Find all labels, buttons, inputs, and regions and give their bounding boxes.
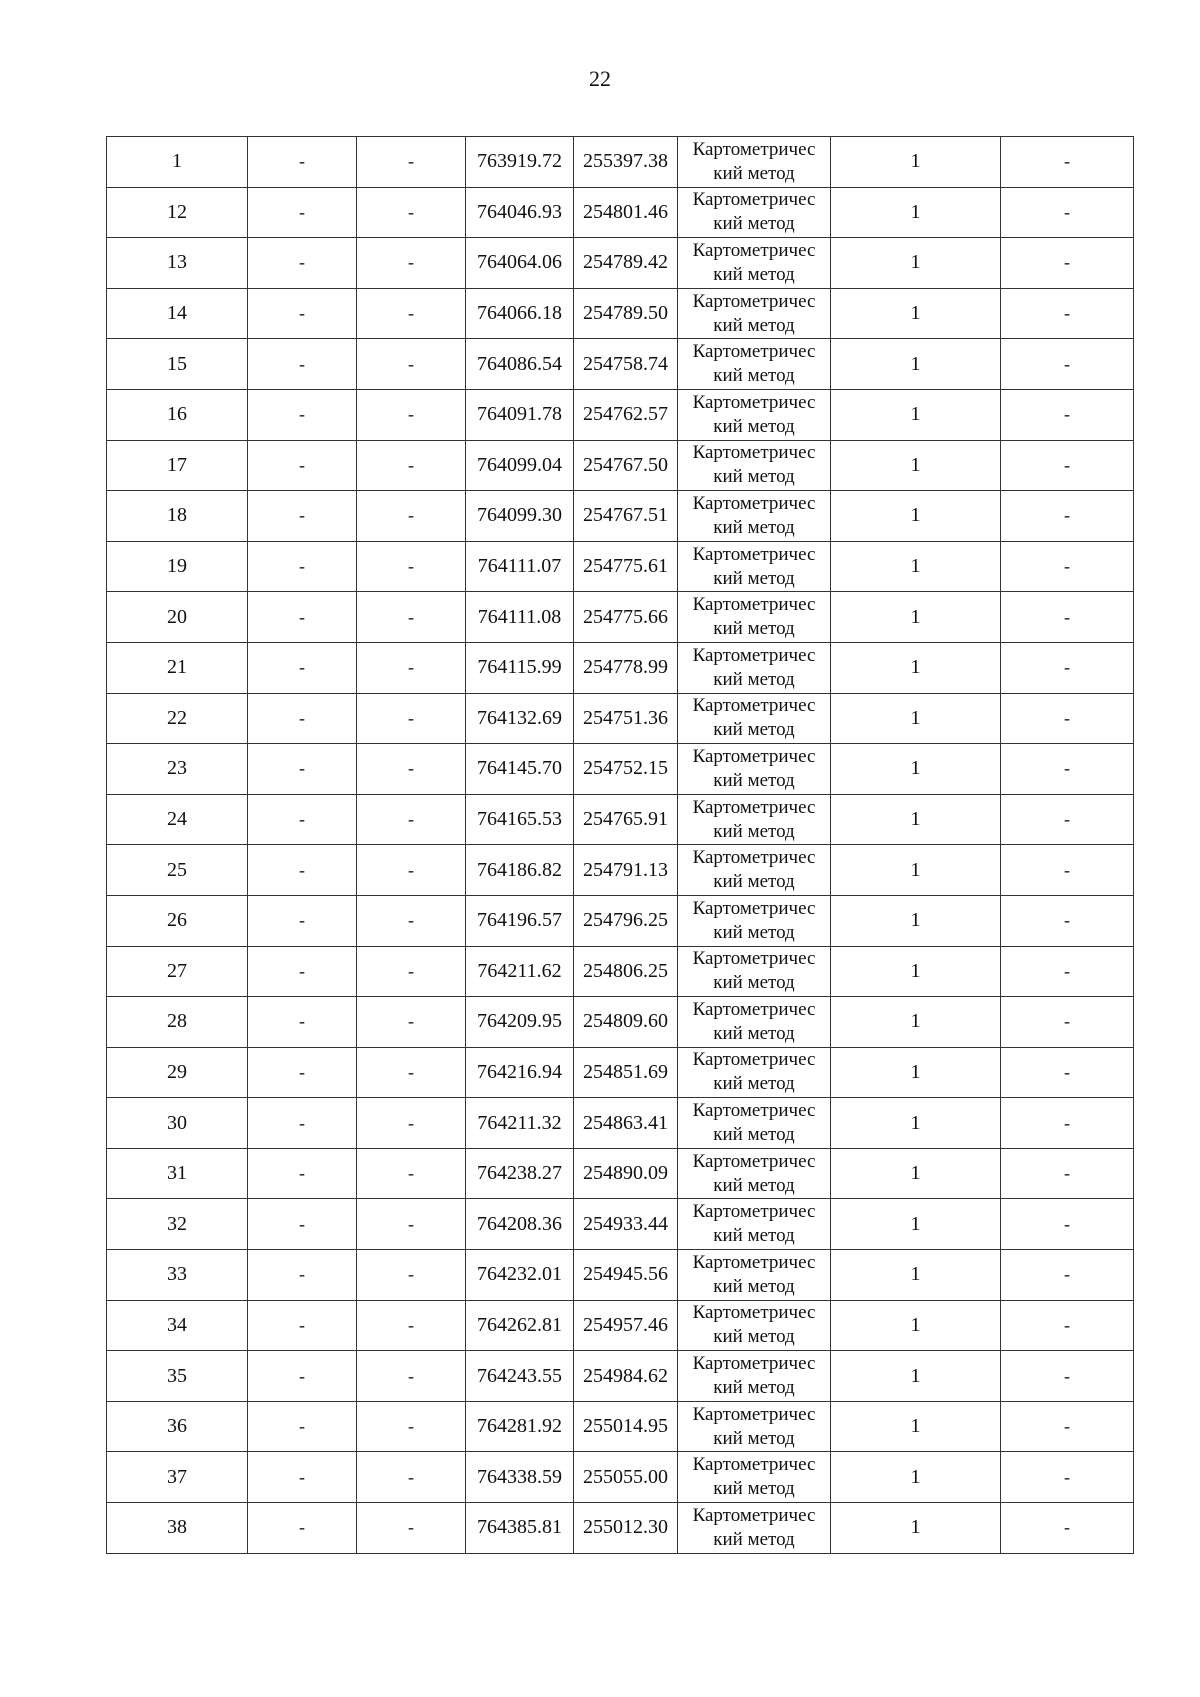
cell-coordinate-y: 254767.50 [574,440,678,491]
cell-empty-dash: - [357,1199,466,1250]
cell-empty-dash: - [1001,744,1134,795]
cell-point-number: 29 [107,1047,248,1098]
table-body [107,137,1134,1554]
cell-empty-dash: - [248,1148,357,1199]
cell-method: Картометричес кий метод [678,339,831,390]
cell-method: Картометричес кий метод [678,946,831,997]
table-row [107,1199,1134,1250]
cell-empty-dash: - [1001,1351,1134,1402]
cell-coordinate-x: 764216.94 [466,1047,574,1098]
table-row [107,491,1134,542]
cell-accuracy: 1 [831,845,1001,896]
cell-empty-dash: - [1001,137,1134,188]
cell-point-number: 35 [107,1351,248,1402]
cell-empty-dash: - [357,491,466,542]
cell-empty-dash: - [248,1047,357,1098]
cell-empty-dash: - [1001,642,1134,693]
cell-empty-dash: - [357,389,466,440]
cell-empty-dash: - [357,288,466,339]
cell-point-number: 26 [107,895,248,946]
table-row [107,238,1134,289]
cell-method: Картометричес кий метод [678,541,831,592]
cell-point-number: 28 [107,997,248,1048]
cell-coordinate-y: 254758.74 [574,339,678,390]
cell-point-number: 25 [107,845,248,896]
table-row [107,1047,1134,1098]
table-row [107,1250,1134,1301]
cell-empty-dash: - [357,339,466,390]
cell-empty-dash: - [1001,895,1134,946]
cell-coordinate-y: 254775.61 [574,541,678,592]
cell-accuracy: 1 [831,440,1001,491]
cell-empty-dash: - [357,1250,466,1301]
cell-accuracy: 1 [831,1503,1001,1554]
cell-empty-dash: - [248,744,357,795]
cell-coordinate-y: 254767.51 [574,491,678,542]
cell-accuracy: 1 [831,946,1001,997]
cell-empty-dash: - [357,541,466,592]
cell-accuracy: 1 [831,541,1001,592]
cell-method: Картометричес кий метод [678,642,831,693]
cell-point-number: 14 [107,288,248,339]
cell-coordinate-y: 254863.41 [574,1098,678,1149]
cell-empty-dash: - [248,1098,357,1149]
cell-point-number: 13 [107,238,248,289]
cell-empty-dash: - [357,1401,466,1452]
cell-accuracy: 1 [831,592,1001,643]
table-row [107,794,1134,845]
cell-coordinate-x: 764211.32 [466,1098,574,1149]
cell-point-number: 12 [107,187,248,238]
cell-accuracy: 1 [831,693,1001,744]
cell-coordinate-y: 255014.95 [574,1401,678,1452]
cell-coordinate-x: 764099.04 [466,440,574,491]
cell-point-number: 20 [107,592,248,643]
cell-method: Картометричес кий метод [678,1148,831,1199]
table-row [107,845,1134,896]
cell-point-number: 22 [107,693,248,744]
cell-empty-dash: - [248,1401,357,1452]
table-row [107,997,1134,1048]
cell-empty-dash: - [1001,187,1134,238]
cell-point-number: 17 [107,440,248,491]
table-row [107,895,1134,946]
cell-empty-dash: - [248,238,357,289]
cell-method: Картометричес кий метод [678,1250,831,1301]
cell-empty-dash: - [248,1300,357,1351]
cell-point-number: 23 [107,744,248,795]
cell-accuracy: 1 [831,1199,1001,1250]
cell-accuracy: 1 [831,1300,1001,1351]
cell-coordinate-x: 763919.72 [466,137,574,188]
cell-coordinate-y: 255012.30 [574,1503,678,1554]
cell-coordinate-x: 764186.82 [466,845,574,896]
cell-coordinate-x: 764385.81 [466,1503,574,1554]
table-row [107,1351,1134,1402]
cell-coordinate-y: 254945.56 [574,1250,678,1301]
table-row [107,187,1134,238]
cell-accuracy: 1 [831,491,1001,542]
cell-coordinate-y: 254791.13 [574,845,678,896]
cell-empty-dash: - [248,997,357,1048]
cell-empty-dash: - [1001,491,1134,542]
cell-empty-dash: - [248,1503,357,1554]
cell-method: Картометричес кий метод [678,491,831,542]
cell-method: Картометричес кий метод [678,1300,831,1351]
table-row [107,1503,1134,1554]
cell-coordinate-y: 254789.50 [574,288,678,339]
cell-coordinate-x: 764262.81 [466,1300,574,1351]
cell-empty-dash: - [357,187,466,238]
cell-point-number: 27 [107,946,248,997]
cell-point-number: 38 [107,1503,248,1554]
table-row [107,744,1134,795]
cell-method: Картометричес кий метод [678,997,831,1048]
cell-coordinate-x: 764208.36 [466,1199,574,1250]
cell-empty-dash: - [1001,238,1134,289]
cell-accuracy: 1 [831,187,1001,238]
cell-method: Картометричес кий метод [678,845,831,896]
cell-empty-dash: - [248,187,357,238]
cell-empty-dash: - [1001,1401,1134,1452]
cell-point-number: 24 [107,794,248,845]
cell-method: Картометричес кий метод [678,693,831,744]
cell-method: Картометричес кий метод [678,794,831,845]
cell-empty-dash: - [248,389,357,440]
cell-method: Картометричес кий метод [678,1503,831,1554]
cell-coordinate-x: 764091.78 [466,389,574,440]
cell-empty-dash: - [248,491,357,542]
cell-empty-dash: - [357,693,466,744]
cell-empty-dash: - [357,946,466,997]
cell-empty-dash: - [357,1047,466,1098]
cell-empty-dash: - [357,1098,466,1149]
cell-accuracy: 1 [831,744,1001,795]
cell-coordinate-y: 254801.46 [574,187,678,238]
cell-empty-dash: - [357,1351,466,1402]
cell-coordinate-x: 764066.18 [466,288,574,339]
cell-method: Картометричес кий метод [678,187,831,238]
cell-point-number: 18 [107,491,248,542]
cell-coordinate-x: 764165.53 [466,794,574,845]
cell-accuracy: 1 [831,1098,1001,1149]
cell-empty-dash: - [248,642,357,693]
cell-coordinate-x: 764111.08 [466,592,574,643]
cell-method: Картометричес кий метод [678,895,831,946]
cell-coordinate-y: 254984.62 [574,1351,678,1402]
cell-empty-dash: - [357,440,466,491]
cell-empty-dash: - [357,137,466,188]
cell-empty-dash: - [357,1148,466,1199]
cell-empty-dash: - [1001,288,1134,339]
table-row [107,693,1134,744]
cell-accuracy: 1 [831,389,1001,440]
table-row [107,339,1134,390]
cell-accuracy: 1 [831,1452,1001,1503]
cell-coordinate-x: 764232.01 [466,1250,574,1301]
cell-accuracy: 1 [831,1148,1001,1199]
table-row [107,1098,1134,1149]
cell-coordinate-y: 254778.99 [574,642,678,693]
cell-coordinate-x: 764281.92 [466,1401,574,1452]
table-row [107,137,1134,188]
cell-method: Картометричес кий метод [678,238,831,289]
cell-empty-dash: - [357,1452,466,1503]
cell-coordinate-y: 254775.66 [574,592,678,643]
cell-empty-dash: - [1001,541,1134,592]
cell-coordinate-y: 254796.25 [574,895,678,946]
cell-empty-dash: - [248,693,357,744]
cell-method: Картометричес кий метод [678,1351,831,1402]
table-row [107,1401,1134,1452]
cell-empty-dash: - [357,1503,466,1554]
cell-coordinate-x: 764211.62 [466,946,574,997]
cell-point-number: 36 [107,1401,248,1452]
cell-empty-dash: - [1001,389,1134,440]
cell-accuracy: 1 [831,137,1001,188]
cell-method: Картометричес кий метод [678,1199,831,1250]
cell-coordinate-y: 254809.60 [574,997,678,1048]
cell-empty-dash: - [248,137,357,188]
cell-empty-dash: - [1001,693,1134,744]
cell-accuracy: 1 [831,997,1001,1048]
cell-empty-dash: - [357,794,466,845]
cell-coordinate-y: 254933.44 [574,1199,678,1250]
cell-empty-dash: - [357,592,466,643]
cell-empty-dash: - [1001,440,1134,491]
cell-coordinate-x: 764209.95 [466,997,574,1048]
cell-coordinate-x: 764086.54 [466,339,574,390]
table-row [107,1300,1134,1351]
cell-empty-dash: - [248,1250,357,1301]
cell-empty-dash: - [248,1199,357,1250]
cell-empty-dash: - [357,895,466,946]
cell-accuracy: 1 [831,1250,1001,1301]
table-row [107,389,1134,440]
table-row [107,946,1134,997]
cell-empty-dash: - [248,895,357,946]
cell-method: Картометричес кий метод [678,440,831,491]
cell-empty-dash: - [248,794,357,845]
cell-coordinate-y: 254752.15 [574,744,678,795]
cell-point-number: 21 [107,642,248,693]
cell-empty-dash: - [248,1351,357,1402]
cell-accuracy: 1 [831,642,1001,693]
cell-coordinate-x: 764115.99 [466,642,574,693]
cell-empty-dash: - [1001,1452,1134,1503]
cell-empty-dash: - [248,541,357,592]
cell-point-number: 19 [107,541,248,592]
cell-method: Картометричес кий метод [678,389,831,440]
cell-accuracy: 1 [831,1351,1001,1402]
cell-coordinate-y: 254890.09 [574,1148,678,1199]
cell-coordinate-x: 764238.27 [466,1148,574,1199]
cell-coordinate-y: 254806.25 [574,946,678,997]
coordinates-table [106,136,1134,1554]
cell-empty-dash: - [1001,1300,1134,1351]
table-row [107,440,1134,491]
cell-empty-dash: - [357,1300,466,1351]
cell-empty-dash: - [248,440,357,491]
table-row [107,642,1134,693]
cell-coordinate-x: 764243.55 [466,1351,574,1402]
cell-method: Картометричес кий метод [678,744,831,795]
cell-empty-dash: - [1001,845,1134,896]
cell-method: Картометричес кий метод [678,1452,831,1503]
cell-coordinate-x: 764046.93 [466,187,574,238]
cell-empty-dash: - [248,592,357,643]
cell-method: Картометричес кий метод [678,1098,831,1149]
cell-coordinate-y: 255055.00 [574,1452,678,1503]
cell-method: Картометричес кий метод [678,592,831,643]
cell-point-number: 31 [107,1148,248,1199]
cell-empty-dash: - [1001,1047,1134,1098]
cell-coordinate-x: 764099.30 [466,491,574,542]
cell-method: Картометричес кий метод [678,137,831,188]
cell-empty-dash: - [357,642,466,693]
cell-empty-dash: - [1001,1098,1134,1149]
cell-coordinate-y: 254762.57 [574,389,678,440]
table-row [107,288,1134,339]
table-row [107,541,1134,592]
cell-coordinate-y: 254957.46 [574,1300,678,1351]
cell-accuracy: 1 [831,288,1001,339]
cell-empty-dash: - [1001,339,1134,390]
cell-accuracy: 1 [831,238,1001,289]
cell-coordinate-x: 764111.07 [466,541,574,592]
page-number: 22 [589,66,611,91]
cell-empty-dash: - [248,339,357,390]
cell-coordinate-y: 254765.91 [574,794,678,845]
cell-point-number: 37 [107,1452,248,1503]
cell-method: Картометричес кий метод [678,1047,831,1098]
cell-empty-dash: - [1001,1199,1134,1250]
cell-empty-dash: - [1001,946,1134,997]
cell-point-number: 33 [107,1250,248,1301]
cell-point-number: 34 [107,1300,248,1351]
cell-empty-dash: - [1001,794,1134,845]
cell-coordinate-y: 254851.69 [574,1047,678,1098]
cell-empty-dash: - [357,744,466,795]
cell-coordinate-x: 764064.06 [466,238,574,289]
cell-empty-dash: - [1001,997,1134,1048]
cell-accuracy: 1 [831,895,1001,946]
cell-empty-dash: - [1001,592,1134,643]
cell-point-number: 32 [107,1199,248,1250]
cell-empty-dash: - [248,845,357,896]
cell-coordinate-y: 254789.42 [574,238,678,289]
cell-empty-dash: - [248,1452,357,1503]
cell-empty-dash: - [357,845,466,896]
cell-empty-dash: - [1001,1250,1134,1301]
table-row [107,1148,1134,1199]
cell-point-number: 16 [107,389,248,440]
cell-empty-dash: - [1001,1148,1134,1199]
cell-coordinate-x: 764338.59 [466,1452,574,1503]
cell-point-number: 15 [107,339,248,390]
cell-empty-dash: - [248,946,357,997]
cell-coordinate-x: 764132.69 [466,693,574,744]
cell-empty-dash: - [248,288,357,339]
cell-method: Картометричес кий метод [678,1401,831,1452]
cell-accuracy: 1 [831,1047,1001,1098]
cell-coordinate-x: 764145.70 [466,744,574,795]
cell-accuracy: 1 [831,1401,1001,1452]
cell-point-number: 30 [107,1098,248,1149]
cell-coordinate-x: 764196.57 [466,895,574,946]
cell-coordinate-y: 254751.36 [574,693,678,744]
cell-accuracy: 1 [831,794,1001,845]
table-row [107,1452,1134,1503]
cell-point-number: 1 [107,137,248,188]
cell-empty-dash: - [1001,1503,1134,1554]
cell-accuracy: 1 [831,339,1001,390]
cell-empty-dash: - [357,997,466,1048]
table-row [107,592,1134,643]
cell-coordinate-y: 255397.38 [574,137,678,188]
cell-method: Картометричес кий метод [678,288,831,339]
cell-empty-dash: - [357,238,466,289]
